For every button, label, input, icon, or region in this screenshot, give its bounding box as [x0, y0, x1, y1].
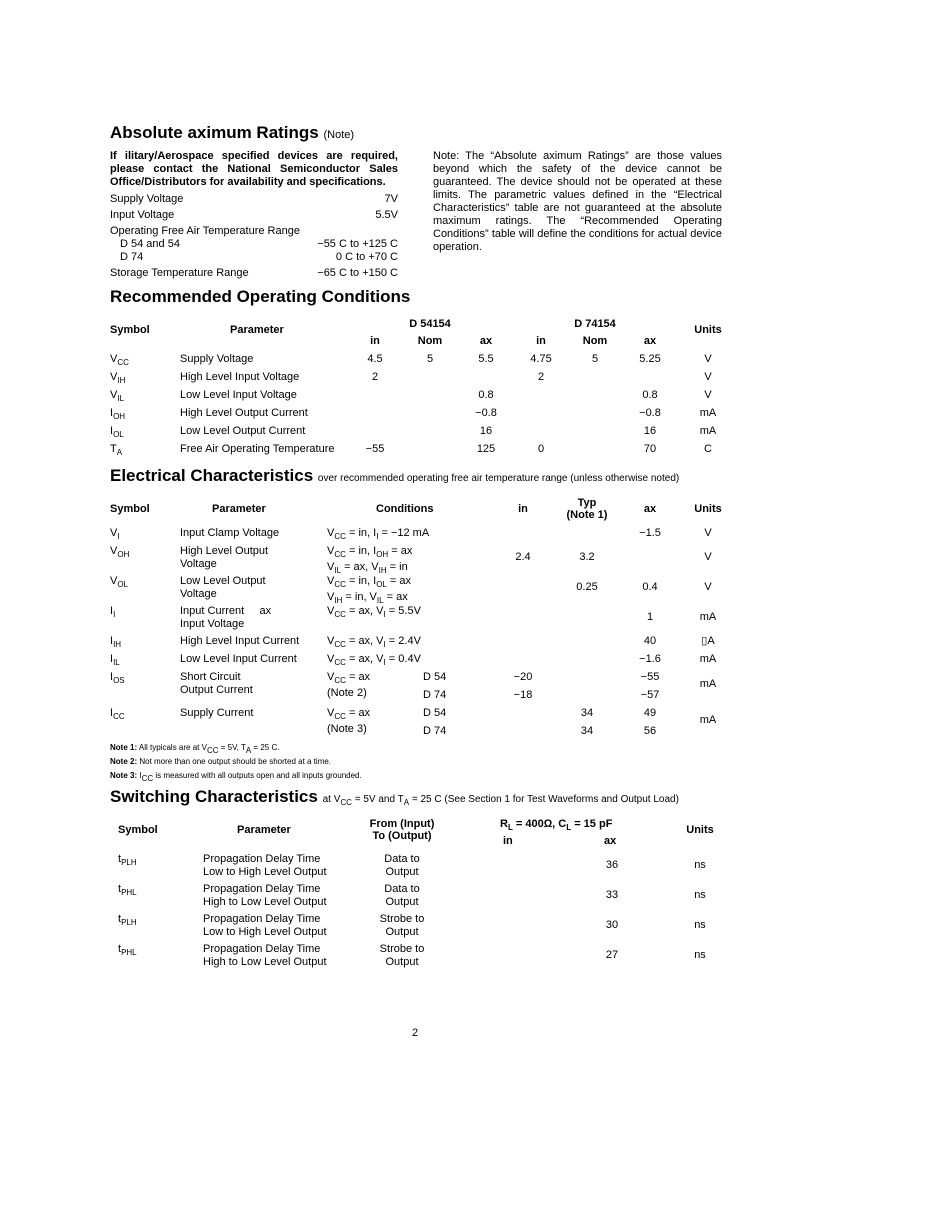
absmax-title-note: (Note)	[323, 129, 355, 141]
roc-cell-min74: 0	[537, 443, 545, 455]
ec-hdr-parameter: Parameter	[212, 503, 266, 515]
roc-parameter: High Level Output Current	[180, 407, 308, 419]
ec-param: Short Circuit Output Current	[180, 671, 253, 696]
ec-units: V	[704, 581, 712, 593]
sw-hdr-parameter: Parameter	[237, 824, 291, 836]
roc-cell-max74: 5.25	[639, 353, 661, 365]
ec-typ: 0.25	[576, 581, 598, 593]
absmax-label-4: D 74	[120, 251, 144, 263]
absmax-title: Absolute aximum Ratings	[110, 123, 319, 142]
ec-sym-vi: $V_I$	[110, 527, 120, 541]
ec-heading	[110, 466, 679, 486]
roc-cell-max74: −0.8	[639, 407, 661, 419]
roc-hdr-units: Units	[694, 324, 722, 336]
sw-subtitle: at $V_{CC} = 5V$ and $T_A = 25$ C (See Section 1 for Test Waveforms and Output Load)	[322, 794, 679, 807]
ec-hdr-symbol: Symbol	[110, 503, 150, 515]
sw-from-to: Strobe to Output	[379, 943, 425, 968]
ec-param: High Level Input Current	[180, 635, 300, 647]
roc-parameter: Free Air Operating Temperature	[180, 443, 335, 455]
sw-from-to: Strobe to Output	[379, 913, 425, 938]
roc-parameter: High Level Input Voltage	[180, 371, 300, 383]
ec-cond: $V_{CC}$ = ax, $V_I = 0.4V$	[327, 653, 421, 667]
roc-parameter: Low Level Input Voltage	[180, 389, 297, 401]
sw-hdr-from: From (Input)	[369, 818, 435, 830]
sw-max: 27	[605, 949, 619, 961]
roc-cell-units: V	[704, 371, 712, 383]
roc-cell-max54: 5.5	[478, 353, 494, 365]
ec-max: −1.5	[639, 527, 661, 539]
roc-title: Recommended Operating Conditions	[110, 287, 411, 306]
sw-parameter: Propagation Delay Time High to Low Level Output	[203, 883, 327, 908]
roc-cell-max74: 0.8	[642, 389, 658, 401]
roc-heading	[110, 287, 410, 307]
ec-title: Electrical Characteristics	[110, 466, 314, 485]
roc-hdr-max54: ax	[479, 335, 493, 347]
ec-param: Supply Current	[180, 707, 254, 719]
sw-max: 33	[605, 889, 619, 901]
sw-title: Switching Characteristics	[110, 787, 318, 806]
ec-cond-d74: D 74	[423, 725, 447, 737]
absmax-label-5: Storage Temperature Range	[110, 267, 249, 279]
absmax-value-4: 0 C to +70 C	[335, 251, 398, 263]
ec-param: Input Clamp Voltage	[180, 527, 280, 539]
roc-hdr-symbol: Symbol	[110, 324, 150, 336]
ec-max: 40	[643, 635, 657, 647]
roc-cell-units: V	[704, 389, 712, 401]
roc-symbol: $V_{IH}$	[110, 371, 126, 385]
ec-sym-ii: $I_I$	[110, 605, 116, 619]
ec-param: High Level Output Voltage	[180, 545, 269, 570]
sw-max: 30	[605, 919, 619, 931]
roc-hdr-nom74: Nom	[582, 335, 608, 347]
roc-cell-units: C	[704, 443, 712, 455]
roc-cell-max54: 16	[479, 425, 493, 437]
absmax-value-0: 7V	[384, 193, 398, 205]
roc-cell-max74: 16	[643, 425, 657, 437]
sw-parameter: Propagation Delay Time Low to High Level Output	[203, 913, 327, 938]
absmax-label-1: Input Voltage	[110, 209, 175, 221]
sw-heading	[110, 787, 679, 807]
ec-hdr-max: ax	[643, 503, 657, 515]
sw-units: ns	[694, 889, 706, 901]
sw-hdr-units: Units	[686, 824, 714, 836]
ec-hdr-conditions: Conditions	[376, 503, 434, 515]
sw-units: ns	[694, 949, 706, 961]
absmax-label-0: Supply Voltage	[110, 193, 184, 205]
ec-typ: 34	[580, 725, 594, 737]
roc-cell-max54: −0.8	[475, 407, 497, 419]
ec-param: Low Level Output Voltage	[180, 575, 266, 600]
roc-hdr-parameter: Parameter	[230, 324, 284, 336]
sw-hdr-symbol: Symbol	[118, 824, 158, 836]
ec-hdr-typ-note: (Note 1)	[566, 509, 608, 521]
ec-sym-iih: $I_{IH}$	[110, 635, 122, 649]
ec-cond: $V_{CC}$ = ax (Note 3)	[327, 707, 371, 735]
absmax-value-5: −65 C to +150 C	[317, 267, 398, 279]
sw-parameter: Propagation Delay Time High to Low Level Output	[203, 943, 327, 968]
ec-note-1: Note 1: All typicals are at $V_{CC} = 5V$, $T_A = 25$ C.	[110, 743, 280, 755]
roc-cell-units: mA	[699, 407, 717, 419]
sw-symbol: $t_{PLH}$	[118, 853, 137, 867]
ec-cond: $V_{CC}$ = ax, $V_I = 5.5V$	[327, 605, 421, 619]
ec-max: 0.4	[642, 581, 658, 593]
roc-cell-min74: 2	[537, 371, 545, 383]
sw-symbol: $t_{PLH}$	[118, 913, 137, 927]
ec-subtitle: over recommended operating free air temperature range (unless otherwise noted)	[317, 473, 680, 484]
roc-hdr-nom54: Nom	[417, 335, 443, 347]
ec-min: −18	[513, 689, 533, 701]
roc-cell-max54: 0.8	[478, 389, 494, 401]
sw-parameter: Propagation Delay Time Low to High Level Output	[203, 853, 327, 878]
ec-cond: $V_{CC}$ = ax, $V_I = 2.4V$	[327, 635, 421, 649]
sw-hdr-max: ax	[604, 835, 617, 847]
ec-note-2: Note 2: Not more than one output should be shorted at a time.	[110, 757, 332, 766]
ec-hdr-min: in	[518, 503, 528, 515]
roc-cell-min54: 2	[371, 371, 379, 383]
sw-hdr-cond: $R_L$ = 400Ω, $C_L = 15$ pF	[500, 818, 613, 832]
roc-hdr-min74: in	[536, 335, 546, 347]
roc-cell-min54: −55	[365, 443, 385, 455]
ec-units: V	[704, 527, 712, 539]
sw-max: 36	[605, 859, 619, 871]
ec-sym-vol: $V_{OL}$	[110, 575, 129, 589]
roc-symbol: $V_{CC}$	[110, 353, 129, 367]
page-number: 2	[411, 1027, 419, 1039]
roc-hdr-max74: ax	[643, 335, 657, 347]
sw-units: ns	[694, 859, 706, 871]
ec-cond: $V_{CC}$ = in, $I_{OH}$ = ax $V_{IL}$ = ax, $V_{IH}$ = in	[327, 545, 413, 575]
ec-units: mA	[699, 714, 717, 726]
ec-units: mA	[699, 611, 717, 623]
roc-cell-units: V	[704, 353, 712, 365]
ec-cond-d54: D 54	[423, 671, 447, 683]
roc-parameter: Supply Voltage	[180, 353, 254, 365]
roc-symbol: $I_{OH}$	[110, 407, 126, 421]
absmax-value-1: 5.5V	[375, 209, 398, 221]
roc-hdr-min54: in	[370, 335, 380, 347]
military-note: If ilitary/Aerospace specified devices are required, please contact the National Semiconductor Sales Office/Distributors for availability and specifications.	[110, 150, 398, 188]
ec-sym-iil: $I_{IL}$	[110, 653, 120, 667]
ec-typ: 3.2	[579, 551, 595, 563]
roc-cell-nom74: 5	[591, 353, 599, 365]
ec-sym-ios: $I_{OS}$	[110, 671, 125, 685]
ec-cond: $V_{CC}$ = in, $I_{OL}$ = ax $V_{IH}$ = in, $V_{IL}$ = ax	[327, 575, 412, 605]
ec-sym-icc: $I_{CC}$	[110, 707, 125, 721]
roc-symbol: $I_{OL}$	[110, 425, 124, 439]
roc-symbol: $T_A$	[110, 443, 123, 457]
roc-symbol: $V_{IL}$	[110, 389, 125, 403]
ec-typ: 34	[580, 707, 594, 719]
sw-units: ns	[694, 919, 706, 931]
ec-units: mA	[699, 678, 717, 690]
ec-cond: $V_{CC}$ = ax (Note 2)	[327, 671, 371, 699]
ec-cond: $V_{CC}$ = in, $I_I = -12$ mA	[327, 527, 430, 541]
roc-cell-min74: 4.75	[530, 353, 552, 365]
ec-max: −1.6	[639, 653, 661, 665]
ec-max: −57	[640, 689, 660, 701]
ec-min: 2.4	[515, 551, 531, 563]
roc-parameter: Low Level Output Current	[180, 425, 306, 437]
sw-symbol: $t_{PHL}$	[118, 943, 137, 957]
ec-max: 1	[646, 611, 654, 623]
ec-min: −20	[513, 671, 533, 683]
ec-hdr-typ: Typ	[577, 497, 597, 509]
roc-cell-max54: 125	[476, 443, 496, 455]
sw-from-to: Data to Output	[384, 883, 420, 908]
ec-max: 49	[643, 707, 657, 719]
absmax-label-2: Operating Free Air Temperature Range	[110, 225, 300, 237]
sw-from-to: Data to Output	[384, 853, 420, 878]
sw-symbol: $t_{PHL}$	[118, 883, 137, 897]
ec-param: Input Current ax Input Voltage	[180, 605, 272, 630]
absmax-label-3: D 54 and 54	[120, 238, 180, 250]
roc-hdr-dm74: D 74154	[574, 318, 616, 330]
roc-cell-max74: 70	[643, 443, 657, 455]
ec-units: V	[704, 551, 712, 563]
absmax-side-note: Note: The “Absolute aximum Ratings” are those values beyond which the safety of the device cannot be guaranteed. The device should not be operated at these limits. The parametric values defined in the “Electrical Characteristics” table are not guaranteed at the absolute maximum ratings. The “Recommended Operating Conditions” table will define the conditions for actual device operation.	[433, 150, 722, 253]
sw-hdr-to: To (Output)	[372, 830, 432, 842]
sw-hdr-min: in	[503, 835, 513, 847]
roc-cell-min54: 4.5	[367, 353, 383, 365]
roc-hdr-dm54: D 54154	[409, 318, 451, 330]
ec-units: mA	[699, 653, 717, 665]
ec-units: ▯A	[701, 635, 715, 647]
roc-cell-units: mA	[699, 425, 717, 437]
ec-note-3: Note 3: $I_{CC}$ is measured with all outputs open and all inputs grounded.	[110, 771, 362, 783]
absmax-heading	[110, 123, 354, 143]
roc-cell-nom54: 5	[426, 353, 434, 365]
ec-hdr-units: Units	[694, 503, 722, 515]
ec-sym-voh: $V_{OH}$	[110, 545, 130, 559]
absmax-value-3: −55 C to +125 C	[317, 238, 398, 250]
ec-cond-d54: D 54	[423, 707, 447, 719]
ec-max: −55	[640, 671, 660, 683]
ec-max: 56	[643, 725, 657, 737]
ec-cond-d74: D 74	[423, 689, 447, 701]
ec-param: Low Level Input Current	[180, 653, 297, 665]
